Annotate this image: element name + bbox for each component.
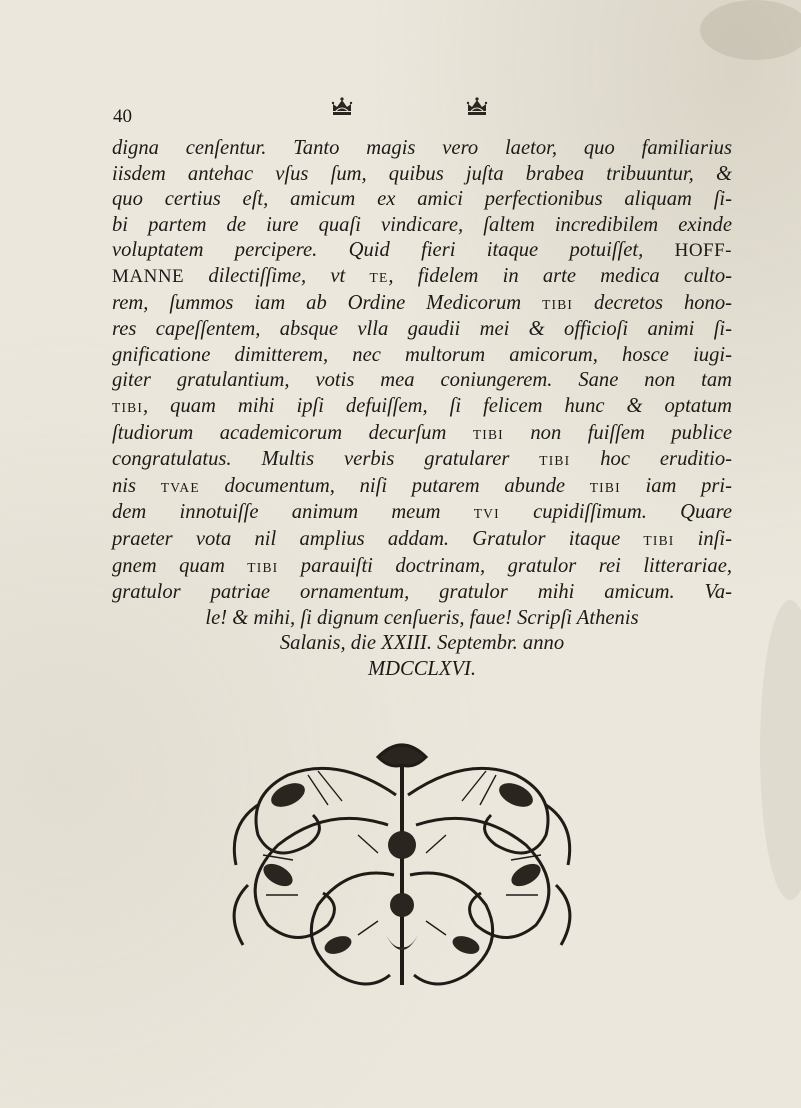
text-line: gnificatione dimitterem, nec multorum amicorum, hosce iugi-: [112, 343, 732, 366]
text-line: ſtudiorum academicorum decurſum TIBI non fuiſſem publice: [112, 421, 732, 444]
text-line: MDCCLXVI.: [367, 657, 477, 680]
text-line: gratulor patriae ornamentum, gratulor mihi amicum. Va-: [112, 581, 732, 604]
page-number: 40: [113, 106, 132, 127]
text-line: res capeſſentem, absque vlla gaudii mei & officioſi animi ſi-: [112, 318, 732, 341]
text-line: voluptatem percipere. Quid fieri itaque potuiſſet, HOFF-: [112, 239, 732, 262]
text-line: rem, ſummos iam ab Ordine Medicorum TIBI decretos hono-: [112, 291, 733, 314]
text-line: MANNE dilectiſſime, vt TE, fidelem in arte medica culto-: [112, 264, 732, 287]
text-line: congratulatus. Multis verbis gratularer TIBI hoc eruditio-: [112, 448, 732, 471]
text-line: iisdem antehac vſus ſum, quibus juſta brabea tribuuntur, &: [112, 162, 732, 185]
text-line: nis TVAE documentum, niſi putarem abunde TIBI iam pri-: [112, 474, 732, 497]
text-line: Salanis, die XXIII. Septembr. anno: [279, 632, 565, 655]
text-line: gnem quam TIBI parauiſti doctrinam, gratulor rei litterariae,: [112, 554, 732, 577]
crown-ornament-icon: [465, 96, 489, 118]
text-line: bi partem de iure quaſi vindicare, ſaltem incredibilem exinde: [112, 213, 732, 236]
text-line: digna cenſentur. Tanto magis vero laetor, quo familiarius: [112, 137, 732, 159]
text-line: dem innotuiſſe animum meum TVI cupidiſſimum. Quare: [112, 501, 732, 524]
crown-ornament-icon: [330, 96, 354, 118]
text-line: praeter vota nil amplius addam. Gratulor itaque TIBI inſi-: [112, 527, 732, 550]
engraved-foliage-vignette-icon: [218, 735, 586, 1007]
text-line: giter gratulantium, votis mea coniungerem. Sane non tam: [112, 369, 732, 392]
paper-stain: [760, 600, 801, 900]
text-line: TIBI, quam mihi ipſi defuiſſem, ſi felicem hunc & optatum: [112, 394, 732, 417]
paper-stain: [700, 0, 801, 60]
text-line: le! & mihi, ſi dignum cenſueris, faue! Scripſi Athenis: [205, 606, 639, 629]
text-line: quo certius eſt, amicum ex amici perfectionibus aliquam ſi-: [112, 188, 732, 211]
body-text: [112, 136, 732, 682]
